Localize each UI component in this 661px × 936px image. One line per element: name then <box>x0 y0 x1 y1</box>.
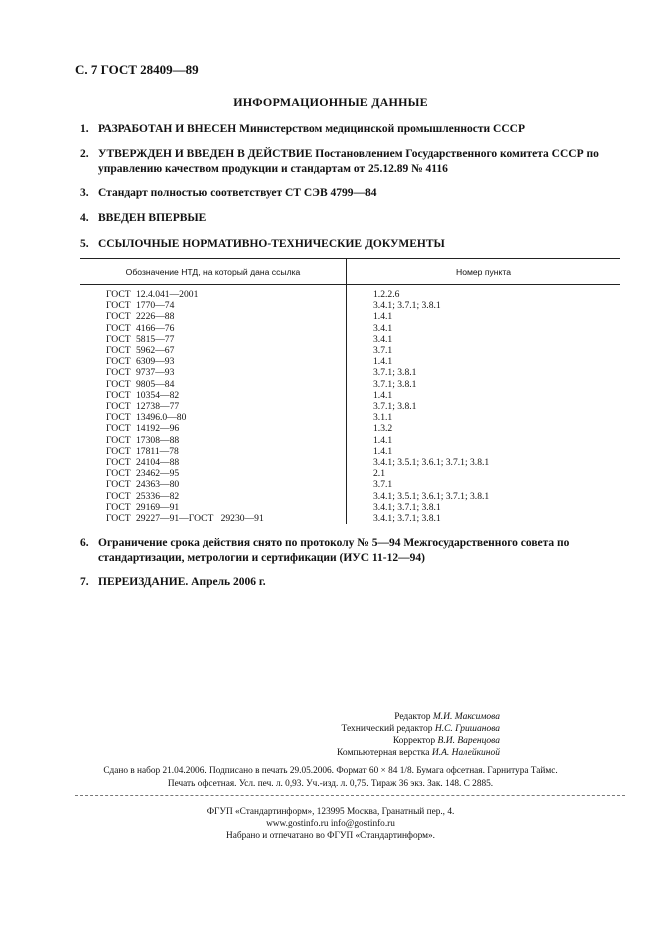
document-cell <box>80 502 347 513</box>
standard-number: 12738—77 <box>136 401 180 413</box>
document-cell <box>80 311 347 322</box>
item-number: 6. <box>80 537 89 549</box>
credit-line: Технический редактор Н.С. Гришанова <box>341 724 500 734</box>
standard-number: 14192—96 <box>136 423 180 435</box>
table-row <box>80 311 620 322</box>
clause-cell: 3.7.1; 3.8.1 <box>373 378 417 390</box>
clause-cell: 3.4.1; 3.5.1; 3.6.1; 3.7.1; 3.8.1 <box>373 490 490 502</box>
document-cell <box>80 379 347 390</box>
standard-number: 4166—76 <box>136 322 175 334</box>
standard-prefix: ГОСТ <box>106 490 131 502</box>
standard-number: 17811—78 <box>136 445 179 457</box>
standard-prefix: ГОСТ <box>106 367 131 379</box>
standard-prefix: ГОСТ <box>106 479 131 491</box>
credit-line: Компьютерная верстка И.А. Налейкиной <box>337 748 500 758</box>
document-cell <box>80 479 347 490</box>
table-row <box>80 468 620 479</box>
standard-number: 6309—93 <box>136 356 175 368</box>
document-cell <box>80 334 347 345</box>
document-cell <box>80 468 347 479</box>
document-cell <box>80 300 347 311</box>
clause-cell: 3.7.1; 3.8.1 <box>373 401 417 413</box>
clause-cell: 3.4.1 <box>373 322 393 334</box>
document-cell <box>80 457 347 468</box>
table-row <box>80 300 620 311</box>
column-header-clause: Номер пункта <box>347 259 621 285</box>
credit-line: Редактор М.И. Максимова <box>394 712 500 722</box>
clause-cell: 1.4.1 <box>373 434 393 446</box>
document-cell <box>80 323 347 334</box>
table-row <box>80 356 620 367</box>
table-row <box>80 334 620 345</box>
item-text: УТВЕРЖДЕН И ВВЕДЕН В ДЕЙСТВИЕ Постановлением Государственного комитета СССР по управлению качеством продукции и стандартам от 25.12.89 № 4116 <box>98 148 599 175</box>
item-text: ССЫЛОЧНЫЕ НОРМАТИВНО-ТЕХНИЧЕСКИЕ ДОКУМЕНТЫ <box>98 238 445 250</box>
clause-cell: 1.2.2.6 <box>373 289 400 300</box>
standard-number: 23462—95 <box>136 468 180 480</box>
printer-note: Набрано и отпечатано во ФГУП «Стандартинформ». <box>226 831 435 841</box>
table-header-row <box>80 259 620 285</box>
clause-cell: 3.4.1; 3.7.1; 3.8.1 <box>373 501 441 513</box>
publisher-address: ФГУП «Стандартинформ», 123995 Москва, Гранатный пер., 4. <box>206 807 455 817</box>
standard-number: 24104—88 <box>136 457 180 469</box>
standard-prefix: ГОСТ <box>106 389 131 401</box>
standard-number: 25336—82 <box>136 490 180 502</box>
table-row <box>80 457 620 468</box>
item-number: 4. <box>80 212 89 224</box>
table-row <box>80 491 620 502</box>
table-row <box>80 345 620 356</box>
item-text: ПЕРЕИЗДАНИЕ. Апрель 2006 г. <box>98 576 266 588</box>
standard-prefix: ГОСТ <box>106 412 131 424</box>
document-cell <box>80 367 347 378</box>
document-cell <box>80 356 347 367</box>
standard-number: 13496.0—80 <box>136 412 187 424</box>
credits-block <box>0 711 500 759</box>
clause-cell: 1.4.1 <box>373 445 393 457</box>
standard-prefix: ГОСТ <box>106 513 131 525</box>
table-row <box>80 401 620 412</box>
clause-cell: 1.4.1 <box>373 356 393 368</box>
item-text: Ограничение срока действия снято по протоколу № 5—94 Межгосударственного совета по стандартизации, метрологии и сертификации (ИУС 11-12—94) <box>98 537 570 564</box>
table-row <box>80 423 620 434</box>
standard-number: 29169—91 <box>136 501 180 513</box>
document-cell <box>80 412 347 423</box>
table-row <box>80 379 620 390</box>
document-cell <box>80 401 347 412</box>
standard-prefix: ГОСТ <box>106 378 131 390</box>
standard-number: 17308—88 <box>136 434 180 446</box>
item-text: Стандарт полностью соответствует СТ СЭВ 4799—84 <box>98 187 377 199</box>
credit-line: Корректор В.И. Варенцова <box>392 736 500 746</box>
clause-cell: 2.1 <box>373 468 385 480</box>
standard-number: 24363—80 <box>136 479 180 491</box>
clause-cell: 1.3.2 <box>373 423 393 435</box>
document-cell <box>80 491 347 502</box>
item-number: 5. <box>80 238 89 250</box>
clause-cell: 3.1.1 <box>373 412 393 424</box>
clause-cell: 1.4.1 <box>373 311 393 323</box>
table-row <box>80 323 620 334</box>
standard-prefix: ГОСТ <box>106 311 131 323</box>
standard-prefix: ГОСТ <box>106 468 131 480</box>
clause-cell: 3.7.1 <box>373 479 393 491</box>
standard-prefix: ГОСТ <box>106 423 131 435</box>
standard-number: 5962—67 <box>136 345 175 357</box>
standard-prefix: ГОСТ <box>106 300 131 312</box>
document-cell <box>80 435 347 446</box>
standard-number: 29227—91—ГОСТ 29230—91 <box>136 513 264 525</box>
document-cell <box>80 446 347 457</box>
standard-prefix: ГОСТ <box>106 345 131 357</box>
divider <box>75 795 625 796</box>
standard-number: 9805—84 <box>136 378 175 390</box>
publication-line-2: Печать офсетная. Усл. печ. л. 0,93. Уч.-изд. л. 0,75. Тираж 36 экз. Зак. 148. С 2885. <box>167 779 494 789</box>
table-row <box>80 502 620 513</box>
item-number: 3. <box>80 187 89 199</box>
table-row <box>80 446 620 457</box>
page-header: С. 7 ГОСТ 28409—89 <box>75 62 199 77</box>
document-cell <box>80 285 347 301</box>
standard-prefix: ГОСТ <box>106 501 131 513</box>
clause-cell: 1.4.1 <box>373 389 393 401</box>
item-number: 7. <box>80 576 89 588</box>
standard-prefix: ГОСТ <box>106 434 131 446</box>
standard-prefix: ГОСТ <box>106 445 131 457</box>
table-row <box>80 412 620 423</box>
document-cell <box>80 390 347 401</box>
clause-cell: 3.7.1; 3.8.1 <box>373 367 417 379</box>
table-row <box>80 390 620 401</box>
table-body <box>80 285 620 525</box>
column-header-document: Обозначение НТД, на который дана ссылка <box>80 259 347 285</box>
document-cell <box>80 423 347 434</box>
section-title: ИНФОРМАЦИОННЫЕ ДАННЫЕ <box>233 95 428 109</box>
standard-number: 12.4.041—2001 <box>136 289 199 300</box>
item-text: РАЗРАБОТАН И ВНЕСЕН Министерством медицинской промышленности СССР <box>98 123 525 135</box>
standard-prefix: ГОСТ <box>106 322 131 334</box>
clause-cell: 3.7.1 <box>373 345 393 357</box>
standard-number: 1770—74 <box>136 300 175 312</box>
standard-prefix: ГОСТ <box>106 289 131 300</box>
standard-prefix: ГОСТ <box>106 356 131 368</box>
document-cell <box>80 513 347 524</box>
publisher-web: www.gostinfo.ru info@gostinfo.ru <box>266 819 395 829</box>
item-text: ВВЕДЕН ВПЕРВЫЕ <box>98 212 207 224</box>
references-table <box>80 258 620 524</box>
clause-cell: 3.4.1; 3.5.1; 3.6.1; 3.7.1; 3.8.1 <box>373 457 490 469</box>
table-row <box>80 435 620 446</box>
table-row <box>80 479 620 490</box>
publication-line-1: Сдано в набор 21.04.2006. Подписано в печать 29.05.2006. Формат 60 × 84 1/8. Бумага офсетная. Гарнитура Таймс. <box>103 766 558 776</box>
standard-number: 2226—88 <box>136 311 175 323</box>
table-row <box>80 285 620 301</box>
document-cell <box>80 345 347 356</box>
standard-number: 9737—93 <box>136 367 175 379</box>
clause-cell: 3.4.1; 3.7.1; 3.8.1 <box>373 513 441 525</box>
standard-prefix: ГОСТ <box>106 401 131 413</box>
table-row <box>80 367 620 378</box>
standard-number: 5815—77 <box>136 333 175 345</box>
item-number: 1. <box>80 123 89 135</box>
standard-prefix: ГОСТ <box>106 457 131 469</box>
clause-cell: 3.4.1 <box>373 333 393 345</box>
item-number: 2. <box>80 148 89 160</box>
clause-cell: 3.4.1; 3.7.1; 3.8.1 <box>373 300 441 312</box>
standard-prefix: ГОСТ <box>106 333 131 345</box>
table-row <box>80 513 620 524</box>
standard-number: 10354—82 <box>136 389 180 401</box>
